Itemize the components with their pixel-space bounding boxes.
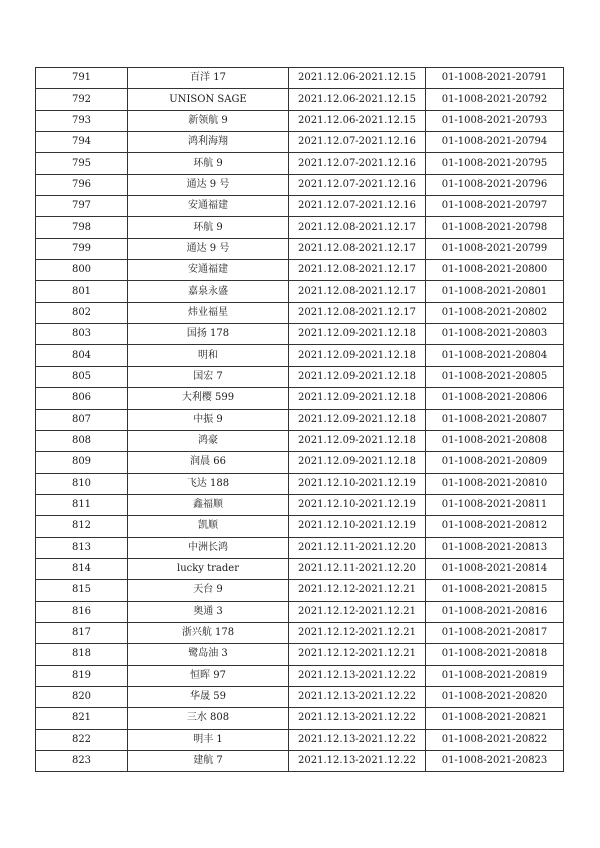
validity-period-cell: 2021.12.09-2021.12.18 [289, 345, 426, 366]
table-row [36, 281, 564, 302]
table-row [36, 558, 564, 579]
certificate-number-cell: 01-1008-2021-20822 [426, 729, 564, 750]
vessel-name-cell: 中振 9 [128, 409, 289, 430]
vessel-name-cell: 新领航 9 [128, 110, 289, 131]
vessel-name-cell: 环航 9 [128, 217, 289, 238]
vessel-name-cell: 通达 9 号 [128, 174, 289, 195]
validity-period-cell: 2021.12.09-2021.12.18 [289, 324, 426, 345]
vessel-name-cell: 华晟 59 [128, 686, 289, 707]
vessel-name-cell: 环航 9 [128, 153, 289, 174]
vessel-name-cell: 奥通 3 [128, 601, 289, 622]
table-row [36, 473, 564, 494]
table-row [36, 388, 564, 409]
row-number-cell: 802 [36, 302, 128, 323]
table-row [36, 366, 564, 387]
validity-period-cell: 2021.12.09-2021.12.18 [289, 366, 426, 387]
vessel-name-cell: UNISON SAGE [128, 89, 289, 110]
table-row [36, 345, 564, 366]
certificate-number-cell: 01-1008-2021-20802 [426, 302, 564, 323]
table-row [36, 537, 564, 558]
table-row [36, 132, 564, 153]
row-number-cell: 820 [36, 686, 128, 707]
vessel-name-cell: 安通福建 [128, 260, 289, 281]
row-number-cell: 808 [36, 430, 128, 451]
vessel-name-cell: 国扬 178 [128, 324, 289, 345]
records-table-body [36, 68, 564, 772]
validity-period-cell: 2021.12.09-2021.12.18 [289, 430, 426, 451]
certificate-number-cell: 01-1008-2021-20801 [426, 281, 564, 302]
validity-period-cell: 2021.12.06-2021.12.15 [289, 89, 426, 110]
row-number-cell: 804 [36, 345, 128, 366]
vessel-name-cell: 国宏 7 [128, 366, 289, 387]
certificate-number-cell: 01-1008-2021-20820 [426, 686, 564, 707]
vessel-name-cell: 鸿利海翔 [128, 132, 289, 153]
validity-period-cell: 2021.12.06-2021.12.15 [289, 110, 426, 131]
table-row [36, 686, 564, 707]
certificate-number-cell: 01-1008-2021-20818 [426, 644, 564, 665]
validity-period-cell: 2021.12.09-2021.12.18 [289, 388, 426, 409]
certificate-number-cell: 01-1008-2021-20814 [426, 558, 564, 579]
table-row [36, 665, 564, 686]
vessel-name-cell: 建航 7 [128, 751, 289, 772]
certificate-number-cell: 01-1008-2021-20800 [426, 260, 564, 281]
table-row [36, 751, 564, 772]
row-number-cell: 813 [36, 537, 128, 558]
row-number-cell: 822 [36, 729, 128, 750]
certificate-number-cell: 01-1008-2021-20813 [426, 537, 564, 558]
certificate-number-cell: 01-1008-2021-20821 [426, 708, 564, 729]
table-row [36, 302, 564, 323]
row-number-cell: 816 [36, 601, 128, 622]
table-row [36, 622, 564, 643]
vessel-name-cell: 中洲长鸿 [128, 537, 289, 558]
row-number-cell: 812 [36, 516, 128, 537]
validity-period-cell: 2021.12.11-2021.12.20 [289, 537, 426, 558]
row-number-cell: 798 [36, 217, 128, 238]
certificate-number-cell: 01-1008-2021-20819 [426, 665, 564, 686]
certificate-number-cell: 01-1008-2021-20803 [426, 324, 564, 345]
validity-period-cell: 2021.12.07-2021.12.16 [289, 153, 426, 174]
row-number-cell: 807 [36, 409, 128, 430]
row-number-cell: 800 [36, 260, 128, 281]
validity-period-cell: 2021.12.13-2021.12.22 [289, 665, 426, 686]
certificate-number-cell: 01-1008-2021-20816 [426, 601, 564, 622]
validity-period-cell: 2021.12.13-2021.12.22 [289, 686, 426, 707]
certificate-number-cell: 01-1008-2021-20812 [426, 516, 564, 537]
vessel-name-cell: 凯顺 [128, 516, 289, 537]
table-row [36, 729, 564, 750]
certificate-number-cell: 01-1008-2021-20796 [426, 174, 564, 195]
validity-period-cell: 2021.12.12-2021.12.21 [289, 601, 426, 622]
row-number-cell: 809 [36, 452, 128, 473]
validity-period-cell: 2021.12.08-2021.12.17 [289, 281, 426, 302]
certificate-number-cell: 01-1008-2021-20806 [426, 388, 564, 409]
table-row [36, 644, 564, 665]
certificate-number-cell: 01-1008-2021-20791 [426, 68, 564, 89]
validity-period-cell: 2021.12.08-2021.12.17 [289, 260, 426, 281]
vessel-name-cell: 明丰 1 [128, 729, 289, 750]
vessel-name-cell: 通达 9 号 [128, 238, 289, 259]
row-number-cell: 815 [36, 580, 128, 601]
validity-period-cell: 2021.12.07-2021.12.16 [289, 196, 426, 217]
row-number-cell: 793 [36, 110, 128, 131]
vessel-name-cell: 嘉泉永盛 [128, 281, 289, 302]
table-row [36, 217, 564, 238]
validity-period-cell: 2021.12.08-2021.12.17 [289, 302, 426, 323]
row-number-cell: 818 [36, 644, 128, 665]
certificate-number-cell: 01-1008-2021-20815 [426, 580, 564, 601]
table-row [36, 601, 564, 622]
validity-period-cell: 2021.12.07-2021.12.16 [289, 174, 426, 195]
vessel-name-cell: 三水 808 [128, 708, 289, 729]
certificate-number-cell: 01-1008-2021-20797 [426, 196, 564, 217]
certificate-number-cell: 01-1008-2021-20817 [426, 622, 564, 643]
table-row [36, 409, 564, 430]
table-row [36, 238, 564, 259]
vessel-name-cell: 大利樱 599 [128, 388, 289, 409]
certificate-number-cell: 01-1008-2021-20805 [426, 366, 564, 387]
table-row [36, 174, 564, 195]
row-number-cell: 810 [36, 473, 128, 494]
row-number-cell: 795 [36, 153, 128, 174]
validity-period-cell: 2021.12.13-2021.12.22 [289, 708, 426, 729]
table-row [36, 196, 564, 217]
certificate-number-cell: 01-1008-2021-20804 [426, 345, 564, 366]
vessel-name-cell: lucky trader [128, 558, 289, 579]
vessel-name-cell: 百洋 17 [128, 68, 289, 89]
validity-period-cell: 2021.12.11-2021.12.20 [289, 558, 426, 579]
certificate-number-cell: 01-1008-2021-20808 [426, 430, 564, 451]
row-number-cell: 791 [36, 68, 128, 89]
validity-period-cell: 2021.12.13-2021.12.22 [289, 729, 426, 750]
validity-period-cell: 2021.12.13-2021.12.22 [289, 751, 426, 772]
table-row [36, 430, 564, 451]
certificate-number-cell: 01-1008-2021-20810 [426, 473, 564, 494]
vessel-name-cell: 鸿豪 [128, 430, 289, 451]
table-row [36, 452, 564, 473]
table-row [36, 153, 564, 174]
row-number-cell: 817 [36, 622, 128, 643]
certificate-number-cell: 01-1008-2021-20795 [426, 153, 564, 174]
validity-period-cell: 2021.12.12-2021.12.21 [289, 622, 426, 643]
vessel-name-cell: 浙兴航 178 [128, 622, 289, 643]
row-number-cell: 805 [36, 366, 128, 387]
table-row [36, 494, 564, 515]
table-row [36, 260, 564, 281]
row-number-cell: 823 [36, 751, 128, 772]
vessel-name-cell: 飞达 188 [128, 473, 289, 494]
validity-period-cell: 2021.12.12-2021.12.21 [289, 580, 426, 601]
validity-period-cell: 2021.12.10-2021.12.19 [289, 494, 426, 515]
row-number-cell: 797 [36, 196, 128, 217]
row-number-cell: 796 [36, 174, 128, 195]
vessel-name-cell: 明和 [128, 345, 289, 366]
row-number-cell: 814 [36, 558, 128, 579]
vessel-name-cell: 天台 9 [128, 580, 289, 601]
row-number-cell: 794 [36, 132, 128, 153]
row-number-cell: 806 [36, 388, 128, 409]
certificate-number-cell: 01-1008-2021-20807 [426, 409, 564, 430]
certificate-number-cell: 01-1008-2021-20823 [426, 751, 564, 772]
validity-period-cell: 2021.12.08-2021.12.17 [289, 238, 426, 259]
validity-period-cell: 2021.12.08-2021.12.17 [289, 217, 426, 238]
records-table [35, 67, 564, 772]
table-row [36, 89, 564, 110]
certificate-number-cell: 01-1008-2021-20799 [426, 238, 564, 259]
table-row [36, 580, 564, 601]
row-number-cell: 819 [36, 665, 128, 686]
row-number-cell: 801 [36, 281, 128, 302]
validity-period-cell: 2021.12.10-2021.12.19 [289, 473, 426, 494]
certificate-number-cell: 01-1008-2021-20794 [426, 132, 564, 153]
validity-period-cell: 2021.12.09-2021.12.18 [289, 452, 426, 473]
vessel-name-cell: 炜业福星 [128, 302, 289, 323]
certificate-number-cell: 01-1008-2021-20793 [426, 110, 564, 131]
vessel-name-cell: 鹭岛油 3 [128, 644, 289, 665]
row-number-cell: 811 [36, 494, 128, 515]
validity-period-cell: 2021.12.10-2021.12.19 [289, 516, 426, 537]
certificate-number-cell: 01-1008-2021-20811 [426, 494, 564, 515]
vessel-name-cell: 安通福建 [128, 196, 289, 217]
vessel-name-cell: 鑫福顺 [128, 494, 289, 515]
row-number-cell: 803 [36, 324, 128, 345]
certificate-number-cell: 01-1008-2021-20792 [426, 89, 564, 110]
table-row [36, 68, 564, 89]
table-row [36, 110, 564, 131]
row-number-cell: 821 [36, 708, 128, 729]
table-row [36, 708, 564, 729]
row-number-cell: 799 [36, 238, 128, 259]
row-number-cell: 792 [36, 89, 128, 110]
certificate-number-cell: 01-1008-2021-20809 [426, 452, 564, 473]
vessel-name-cell: 润晨 66 [128, 452, 289, 473]
vessel-name-cell: 恒晖 97 [128, 665, 289, 686]
validity-period-cell: 2021.12.06-2021.12.15 [289, 68, 426, 89]
certificate-number-cell: 01-1008-2021-20798 [426, 217, 564, 238]
table-row [36, 516, 564, 537]
validity-period-cell: 2021.12.12-2021.12.21 [289, 644, 426, 665]
validity-period-cell: 2021.12.07-2021.12.16 [289, 132, 426, 153]
validity-period-cell: 2021.12.09-2021.12.18 [289, 409, 426, 430]
table-row [36, 324, 564, 345]
